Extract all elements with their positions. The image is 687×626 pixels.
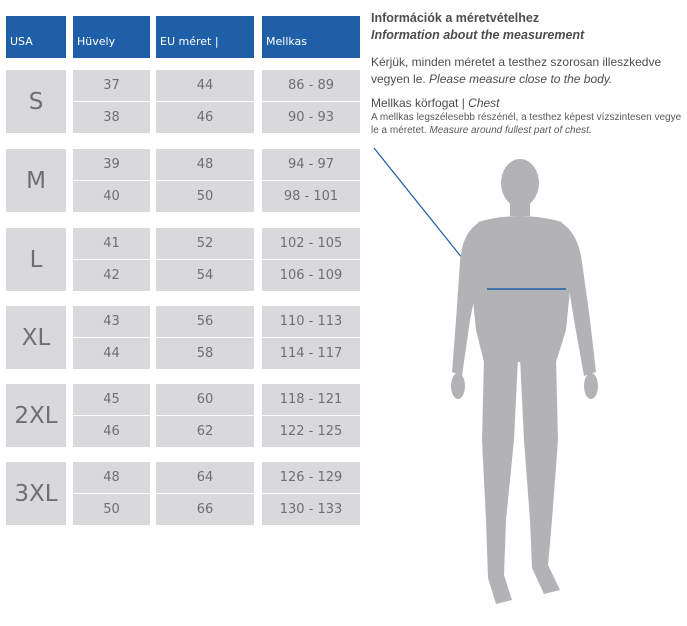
chest-cell: 114 - 117 bbox=[262, 338, 360, 369]
eu-size-cell: 54 bbox=[156, 260, 254, 291]
measure-instruction-en: Please measure close to the body. bbox=[429, 72, 613, 86]
sleeve-size-cell: 48 bbox=[73, 462, 150, 493]
size-label-2xl: 2XL bbox=[6, 384, 66, 447]
chest-cell: 118 - 121 bbox=[262, 384, 360, 415]
sleeve-size-cell: 40 bbox=[73, 181, 150, 212]
chest-cell: 90 - 93 bbox=[262, 102, 360, 133]
eu-size-cell: 50 bbox=[156, 181, 254, 212]
header-chest bbox=[262, 16, 360, 58]
eu-size-cell: 56 bbox=[156, 306, 254, 337]
size-label-m: M bbox=[6, 149, 66, 212]
figure-right-hand bbox=[584, 373, 598, 399]
eu-size-cell: 46 bbox=[156, 102, 254, 133]
eu-size-cell: 52 bbox=[156, 228, 254, 259]
human-figure-silhouette bbox=[360, 140, 687, 626]
measure-instruction-hu: Kérjük, minden méretet a testhez szorosan illeszkedve vegyen le. bbox=[371, 55, 662, 86]
sleeve-size-cell: 39 bbox=[73, 149, 150, 180]
chest-cell: 94 - 97 bbox=[262, 149, 360, 180]
figure-left-leg bbox=[482, 358, 518, 604]
chest-description-en: Measure around fullest part of chest. bbox=[429, 125, 592, 136]
eu-size-cell: 44 bbox=[156, 70, 254, 101]
figure-left-hand bbox=[451, 373, 465, 399]
sleeve-size-cell: 46 bbox=[73, 416, 150, 447]
sleeve-size-cell: 42 bbox=[73, 260, 150, 291]
eu-size-cell: 60 bbox=[156, 384, 254, 415]
header-eu-size-line1: EU méret | bbox=[160, 35, 219, 48]
size-label-xl: XL bbox=[6, 306, 66, 369]
chest-description-hu: A mellkas legszélesebb részénél, a testhez képest vízszintesen vegye le a méretet. bbox=[371, 112, 682, 136]
sleeve-size-cell: 41 bbox=[73, 228, 150, 259]
sleeve-size-cell: 43 bbox=[73, 306, 150, 337]
chest-cell: 110 - 113 bbox=[262, 306, 360, 337]
sleeve-size-cell: 50 bbox=[73, 494, 150, 525]
sleeve-size-cell: 44 bbox=[73, 338, 150, 369]
figure-neck bbox=[510, 200, 530, 216]
info-title-en: Information about the measurement bbox=[371, 28, 585, 42]
measure-instruction bbox=[371, 54, 683, 88]
chest-heading-hu: Mellkas körfogat | bbox=[371, 96, 465, 110]
header-eu-size bbox=[156, 16, 254, 58]
header-chest-line1: Mellkas bbox=[266, 35, 308, 48]
chest-heading-en: Chest bbox=[468, 96, 500, 110]
sleeve-size-cell: 38 bbox=[73, 102, 150, 133]
measurement-info bbox=[371, 10, 683, 137]
header-usa-size-line1: USA bbox=[10, 35, 33, 48]
eu-size-cell: 48 bbox=[156, 149, 254, 180]
sleeve-size-cell: 45 bbox=[73, 384, 150, 415]
eu-size-cell: 66 bbox=[156, 494, 254, 525]
eu-size-cell: 58 bbox=[156, 338, 254, 369]
chest-cell: 86 - 89 bbox=[262, 70, 360, 101]
chest-description bbox=[371, 111, 683, 137]
chest-cell: 106 - 109 bbox=[262, 260, 360, 291]
size-label-s: S bbox=[6, 70, 66, 133]
eu-size-cell: 64 bbox=[156, 462, 254, 493]
chest-cell: 122 - 125 bbox=[262, 416, 360, 447]
header-sleeve-size bbox=[73, 16, 150, 58]
chest-cell: 130 - 133 bbox=[262, 494, 360, 525]
figure-right-leg bbox=[520, 358, 560, 594]
figure-head bbox=[501, 159, 539, 207]
chest-cell: 98 - 101 bbox=[262, 181, 360, 212]
header-usa-size bbox=[6, 16, 66, 58]
header-sleeve-size-line1: Hüvely bbox=[77, 35, 116, 48]
sleeve-size-cell: 37 bbox=[73, 70, 150, 101]
info-title-hu: Információk a méretvételhez bbox=[371, 11, 540, 25]
chest-heading bbox=[371, 96, 683, 111]
size-label-3xl: 3XL bbox=[6, 462, 66, 525]
chest-cell: 102 - 105 bbox=[262, 228, 360, 259]
eu-size-cell: 62 bbox=[156, 416, 254, 447]
chest-cell: 126 - 129 bbox=[262, 462, 360, 493]
size-label-l: L bbox=[6, 228, 66, 291]
